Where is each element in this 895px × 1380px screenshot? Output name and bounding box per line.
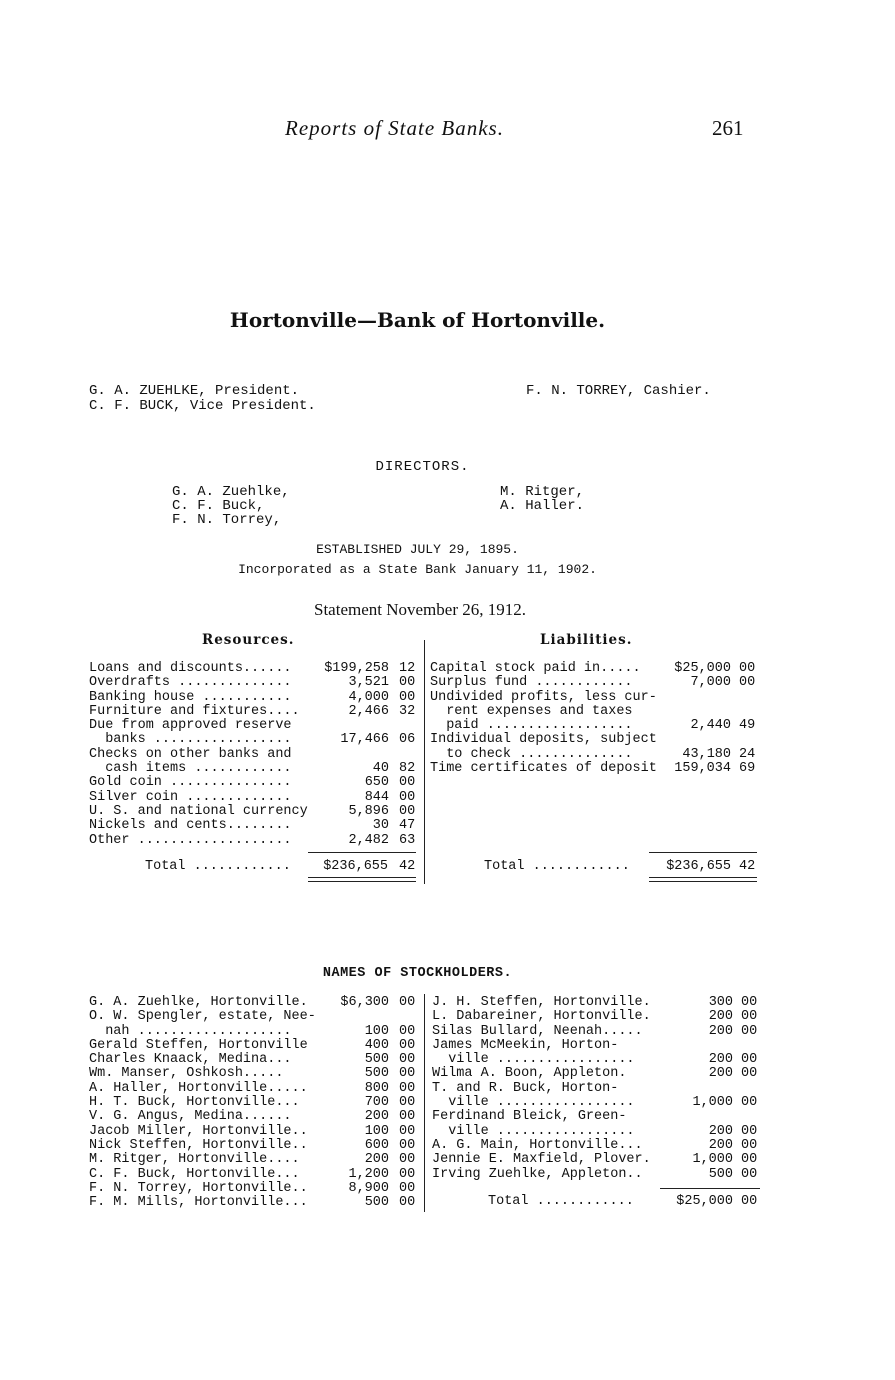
row-cents: 00 — [399, 1109, 416, 1125]
table-row — [89, 805, 419, 819]
director-name: M. Ritger, — [500, 484, 585, 500]
row-label: G. A. Zuehlke, Hortonville. — [89, 995, 308, 1010]
table-row — [89, 1153, 419, 1167]
director-name: G. A. Zuehlke, — [172, 484, 290, 500]
row-dollars: 43,180 — [682, 746, 731, 762]
column-divider — [424, 640, 425, 884]
row-cents: 69 — [739, 761, 756, 777]
row-cents: 00 — [399, 1066, 416, 1082]
resources-total-label: Total ............ — [145, 859, 291, 874]
row-cents: 00 — [399, 1180, 416, 1196]
row-cents: 82 — [399, 761, 416, 777]
row-label: Ferdinand Bleick, Green- — [432, 1109, 627, 1125]
row-dollars: $199,258 — [324, 661, 389, 676]
row-cents: 00 — [741, 1052, 758, 1068]
resources-total-dollars: $236,655 — [323, 859, 388, 874]
row-cents: 00 — [739, 675, 756, 691]
row-cents: 00 — [399, 1195, 416, 1211]
row-dollars: 159,034 — [674, 761, 731, 777]
table-row — [89, 1168, 419, 1182]
row-label: Wilma A. Boon, Appleton. — [432, 1066, 627, 1082]
table-row — [89, 762, 419, 776]
table-row — [89, 691, 419, 705]
row-cents: 00 — [741, 1023, 758, 1039]
table-row — [89, 1139, 419, 1153]
row-dollars: 5,896 — [348, 803, 389, 819]
row-dollars: 8,900 — [348, 1180, 389, 1196]
row-label: Individual deposits, subject — [430, 732, 657, 748]
row-label: Due from approved reserve — [89, 718, 292, 734]
row-label: Charles Knaack, Medina... — [89, 1052, 292, 1068]
table-row — [89, 1039, 419, 1053]
row-dollars: 100 — [364, 1123, 389, 1139]
table-row — [89, 834, 419, 848]
table-row — [89, 733, 419, 747]
stockholders-total-rule — [660, 1188, 760, 1189]
table-row — [89, 705, 419, 719]
row-cents: 00 — [739, 661, 756, 676]
table-row — [432, 1067, 762, 1081]
table-row — [432, 1168, 762, 1182]
liabilities-table — [430, 662, 760, 776]
row-label: O. W. Spengler, estate, Nee- — [89, 1009, 316, 1025]
row-label: Jacob Miller, Hortonville.. — [89, 1123, 308, 1139]
table-row — [430, 719, 760, 733]
row-cents: 00 — [399, 1037, 416, 1053]
officer-vice-president: C. F. BUCK, Vice President. — [89, 398, 316, 414]
row-cents: 00 — [399, 789, 416, 805]
table-row — [89, 1110, 419, 1124]
table-row — [89, 1196, 419, 1210]
row-label: H. T. Buck, Hortonville... — [89, 1095, 300, 1111]
row-dollars: 400 — [364, 1037, 389, 1053]
table-row — [89, 719, 419, 733]
row-label: Silver coin ............. — [89, 789, 292, 805]
row-cents: 00 — [741, 1095, 758, 1111]
row-label: J. H. Steffen, Hortonville. — [432, 995, 651, 1010]
row-dollars: $6,300 — [340, 995, 389, 1010]
row-dollars: 200 — [708, 1066, 733, 1082]
director-name: C. F. Buck, — [172, 498, 265, 514]
table-row — [89, 819, 419, 833]
bank-title: Hortonville—Bank of Hortonville. — [229, 308, 606, 332]
row-cents: 06 — [399, 732, 416, 748]
row-cents: 00 — [399, 689, 416, 705]
table-row — [432, 1096, 762, 1110]
row-label: Undivided profits, less cur- — [430, 689, 657, 705]
row-dollars: 844 — [364, 789, 389, 805]
officer-cashier: F. N. TORREY, Cashier. — [526, 383, 711, 399]
page-number: 261 — [712, 116, 744, 140]
table-row — [430, 762, 760, 776]
row-dollars: 200 — [708, 1137, 733, 1153]
row-dollars: $25,000 — [674, 661, 731, 676]
row-cents: 00 — [399, 1137, 416, 1153]
row-label: cash items ............ — [89, 761, 292, 777]
row-dollars: 200 — [364, 1109, 389, 1125]
row-label: M. Ritger, Hortonville.... — [89, 1152, 300, 1168]
table-row — [89, 1025, 419, 1039]
row-label: Checks on other banks and — [89, 746, 292, 762]
table-row — [89, 662, 419, 676]
row-label: V. G. Angus, Medina...... — [89, 1109, 292, 1125]
liabilities-total-cents: 42 — [739, 859, 756, 874]
row-cents: 24 — [739, 746, 756, 762]
table-row — [430, 733, 760, 747]
director-name: A. Haller. — [500, 498, 585, 514]
row-label: L. Dabareiner, Hortonville. — [432, 1009, 651, 1025]
row-label: rent expenses and taxes — [430, 703, 633, 719]
row-label: Irving Zuehlke, Appleton.. — [432, 1166, 643, 1182]
row-dollars: 2,440 — [690, 718, 731, 734]
row-dollars: 500 — [364, 1052, 389, 1068]
table-row — [89, 748, 419, 762]
table-row — [89, 791, 419, 805]
row-dollars: 200 — [708, 1052, 733, 1068]
row-label: paid .................. — [430, 718, 633, 734]
table-row — [430, 676, 760, 690]
row-dollars: 1,000 — [692, 1152, 733, 1168]
row-label: ville ................. — [432, 1123, 635, 1139]
row-label: Jennie E. Maxfield, Plover. — [432, 1152, 651, 1168]
row-cents: 00 — [741, 995, 758, 1010]
row-cents: 00 — [399, 1052, 416, 1068]
stockholders-left-table — [89, 996, 419, 1210]
directors-heading: DIRECTORS. — [375, 459, 470, 475]
running-header-title: Reports of State Banks. — [285, 116, 504, 140]
table-row — [430, 691, 760, 705]
row-dollars: 17,466 — [340, 732, 389, 748]
row-cents: 00 — [741, 1009, 758, 1025]
row-cents: 00 — [741, 1066, 758, 1082]
stockholders-right-table — [432, 996, 762, 1182]
resources-table — [89, 662, 419, 848]
row-label: A. G. Main, Hortonville... — [432, 1137, 643, 1153]
row-label: A. Haller, Hortonville..... — [89, 1080, 308, 1096]
stockholders-heading: NAMES OF STOCKHOLDERS. — [322, 966, 513, 981]
table-row — [432, 1153, 762, 1167]
row-dollars: 40 — [372, 761, 389, 777]
table-row — [432, 1082, 762, 1096]
incorporated-line: Incorporated as a State Bank January 11, 1902. — [238, 562, 597, 577]
table-row — [432, 1125, 762, 1139]
row-label: James McMeekin, Horton- — [432, 1037, 619, 1053]
row-label: T. and R. Buck, Horton- — [432, 1080, 619, 1096]
table-row — [89, 1082, 419, 1096]
row-dollars: 100 — [364, 1023, 389, 1039]
row-dollars: 200 — [708, 1023, 733, 1039]
row-dollars: 800 — [364, 1080, 389, 1096]
row-dollars: 7,000 — [690, 675, 731, 691]
row-label: nah ................... — [89, 1023, 292, 1039]
liabilities-total-label: Total ............ — [484, 859, 630, 874]
row-label: F. N. Torrey, Hortonville.. — [89, 1180, 308, 1196]
row-label: Other ................... — [89, 832, 292, 848]
row-cents: 00 — [399, 1095, 416, 1111]
table-row — [89, 1096, 419, 1110]
stockholders-total-label: Total ............ — [488, 1194, 634, 1209]
table-row — [89, 1010, 419, 1024]
row-label: Banking house ........... — [89, 689, 292, 705]
table-row — [89, 1182, 419, 1196]
resources-total-double-rule — [308, 877, 416, 882]
table-row — [430, 705, 760, 719]
row-label: Nickels and cents........ — [89, 818, 292, 834]
row-dollars: 200 — [364, 1152, 389, 1168]
row-cents: 00 — [399, 803, 416, 819]
row-label: Wm. Manser, Oshkosh..... — [89, 1066, 284, 1082]
row-label: Overdrafts .............. — [89, 675, 292, 691]
row-cents: 00 — [399, 1080, 416, 1096]
table-row — [430, 662, 760, 676]
table-row — [432, 1025, 762, 1039]
row-dollars: 1,000 — [692, 1095, 733, 1111]
liabilities-total-rule — [649, 852, 757, 853]
table-row — [432, 1139, 762, 1153]
stockholders-total-cents: 00 — [741, 1194, 758, 1209]
statement-title: Statement November 26, 1912. — [314, 600, 526, 619]
row-dollars: 1,200 — [348, 1166, 389, 1182]
row-dollars: 30 — [372, 818, 389, 834]
row-label: F. M. Mills, Hortonville... — [89, 1195, 308, 1211]
row-label: ville ................. — [432, 1095, 635, 1111]
row-dollars: 500 — [708, 1166, 733, 1182]
table-row — [432, 1053, 762, 1067]
row-dollars: 2,482 — [348, 832, 389, 848]
row-dollars: 3,521 — [348, 675, 389, 691]
director-name: F. N. Torrey, — [172, 512, 282, 528]
officer-president: G. A. ZUEHLKE, President. — [89, 383, 300, 399]
table-row — [89, 1067, 419, 1081]
liabilities-heading: Liabilities. — [540, 632, 633, 648]
row-cents: 00 — [399, 775, 416, 791]
table-row — [432, 996, 762, 1010]
row-cents: 00 — [399, 1152, 416, 1168]
row-cents: 49 — [739, 718, 756, 734]
row-label: Time certificates of deposit — [430, 761, 657, 777]
row-cents: 63 — [399, 832, 416, 848]
row-cents: 47 — [399, 818, 416, 834]
row-cents: 00 — [399, 1123, 416, 1139]
row-label: Surplus fund ............ — [430, 675, 633, 691]
table-row — [432, 1010, 762, 1024]
table-row — [432, 1110, 762, 1124]
row-cents: 00 — [741, 1166, 758, 1182]
row-cents: 00 — [399, 1166, 416, 1182]
stockholders-divider — [424, 994, 425, 1212]
row-dollars: 600 — [364, 1137, 389, 1153]
row-dollars: 500 — [364, 1195, 389, 1211]
row-dollars: 200 — [708, 1009, 733, 1025]
row-dollars: 2,466 — [348, 703, 389, 719]
row-cents: 32 — [399, 703, 416, 719]
row-label: Silas Bullard, Neenah..... — [432, 1023, 643, 1039]
established-line: ESTABLISHED JULY 29, 1895. — [316, 542, 519, 557]
resources-heading: Resources. — [202, 632, 295, 648]
row-dollars: 700 — [364, 1095, 389, 1111]
table-row — [89, 1125, 419, 1139]
table-row — [89, 996, 419, 1010]
row-dollars: 500 — [364, 1066, 389, 1082]
row-label: Loans and discounts...... — [89, 661, 292, 676]
table-row — [430, 748, 760, 762]
table-row — [89, 676, 419, 690]
row-label: Nick Steffen, Hortonville.. — [89, 1137, 308, 1153]
table-row — [432, 1039, 762, 1053]
resources-total-rule — [308, 852, 416, 853]
row-cents: 00 — [399, 995, 416, 1010]
row-label: banks ................. — [89, 732, 292, 748]
row-label: Furniture and fixtures.... — [89, 703, 300, 719]
table-row — [89, 1053, 419, 1067]
row-dollars: 4,000 — [348, 689, 389, 705]
row-cents: 00 — [399, 1023, 416, 1039]
row-label: Gold coin ............... — [89, 775, 292, 791]
stockholders-total-dollars: $25,000 — [676, 1194, 733, 1209]
row-dollars: 650 — [364, 775, 389, 791]
row-cents: 12 — [399, 661, 416, 676]
liabilities-total-double-rule — [649, 877, 757, 882]
table-row — [89, 776, 419, 790]
row-label: ville ................. — [432, 1052, 635, 1068]
row-cents: 00 — [741, 1152, 758, 1168]
row-dollars: 200 — [708, 1123, 733, 1139]
row-dollars: 300 — [708, 995, 733, 1010]
row-cents: 00 — [741, 1137, 758, 1153]
resources-total-cents: 42 — [399, 859, 416, 874]
row-label: C. F. Buck, Hortonville... — [89, 1166, 300, 1182]
row-label: U. S. and national currency — [89, 803, 308, 819]
row-label: Capital stock paid in..... — [430, 661, 641, 676]
row-label: to check .............. — [430, 746, 633, 762]
row-label: Gerald Steffen, Hortonville — [89, 1037, 308, 1053]
row-cents: 00 — [741, 1123, 758, 1139]
row-cents: 00 — [399, 675, 416, 691]
liabilities-total-dollars: $236,655 — [666, 859, 731, 874]
